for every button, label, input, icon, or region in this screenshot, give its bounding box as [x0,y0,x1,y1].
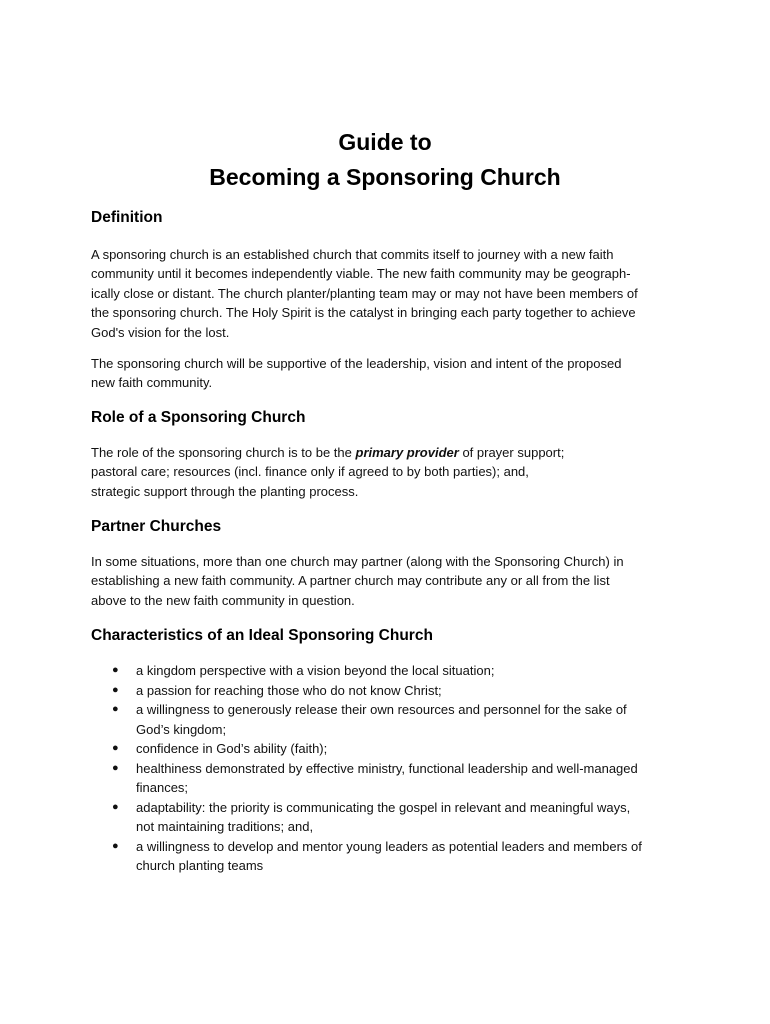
role-line-1-end: of prayer support; [458,445,565,460]
bullet-text-line: healthiness demonstrated by effective ministry, functional leadership and well-managed [136,760,638,776]
role-paragraph [91,443,691,501]
text-line: pastoral care; resources (incl. finance only if agreed to by both parties); and, [91,464,529,480]
text-line: The sponsoring church will be supportive of the leadership, vision and intent of the proposed [91,356,622,371]
bullet-list-item [91,837,711,876]
bullet-text-line: God’s kingdom; [136,721,227,737]
primary-provider-emphasis: primary provider [355,445,459,460]
text-line [91,443,691,462]
text-line: strategic support through the planting process. [91,483,359,499]
characteristics-heading: Characteristics of an Ideal Sponsoring Church [91,627,433,644]
bullet-icon: ● [112,761,119,774]
text-line: In some situations, more than one church may partner (along with the Sponsoring Church) in [91,554,624,569]
document-title-line-2: Becoming a Sponsoring Church [209,164,561,190]
text-line: God's vision for the lost. [91,324,230,340]
partner-churches-heading: Partner Churches [91,518,222,535]
role-heading: Role of a Sponsoring Church [91,409,306,426]
role-line-1-start: The role of the sponsoring church is to be the [91,445,356,460]
bullet-list-item [91,681,711,701]
bullet-list-item [91,798,711,837]
bullet-text-line: confidence in God’s ability (faith); [136,741,328,756]
text-line: establishing a new faith community. A partner church may contribute any or all from the list [91,573,610,589]
definition-paragraph-2 [91,354,691,393]
definition-paragraph-1 [91,245,691,342]
bullet-text-line: finances; [136,780,189,795]
definition-heading: Definition [91,209,163,226]
partner-churches-paragraph [91,552,691,610]
bullet-text-line: adaptability: the priority is communicating the gospel in relevant and meaningful ways, [136,799,631,815]
bullet-list-item [91,759,711,798]
bullet-list-item [91,739,711,759]
bullet-icon: ● [112,800,119,813]
bullet-text-line: not maintaining traditions; and, [136,819,314,834]
text-line: the sponsoring church. The Holy Spirit is the catalyst in bringing each party together to achieve [91,305,636,321]
text-line: community until it becomes independently viable. The new faith community may be geograph- [91,266,631,282]
text-line: ically close or distant. The church planter/planting team may or may not have been members of [91,285,638,301]
text-line: new faith community. [91,375,213,391]
document-title-line-1: Guide to [338,129,432,155]
bullet-icon: ● [112,839,119,852]
bullet-text-line: a willingness to develop and mentor young leaders as potential leaders and members of [136,838,642,854]
bullet-icon: ● [112,664,119,676]
text-line: above to the new faith community in question. [91,592,355,608]
bullet-icon: ● [112,742,119,754]
bullet-list-item [91,661,711,681]
text-line: A sponsoring church is an established church that commits itself to journey with a new faith [91,247,614,262]
bullet-text-line: a kingdom perspective with a vision beyond the local situation; [136,663,495,678]
bullet-text-line: a willingness to generously release their own resources and personnel for the sake of [136,702,627,717]
bullet-text-line: church planting teams [136,858,264,873]
bullet-icon: ● [112,683,119,696]
bullet-text-line: a passion for reaching those who do not know Christ; [136,682,442,698]
bullet-list-item [91,700,711,739]
bullet-icon: ● [112,703,119,715]
characteristics-list [91,661,711,876]
